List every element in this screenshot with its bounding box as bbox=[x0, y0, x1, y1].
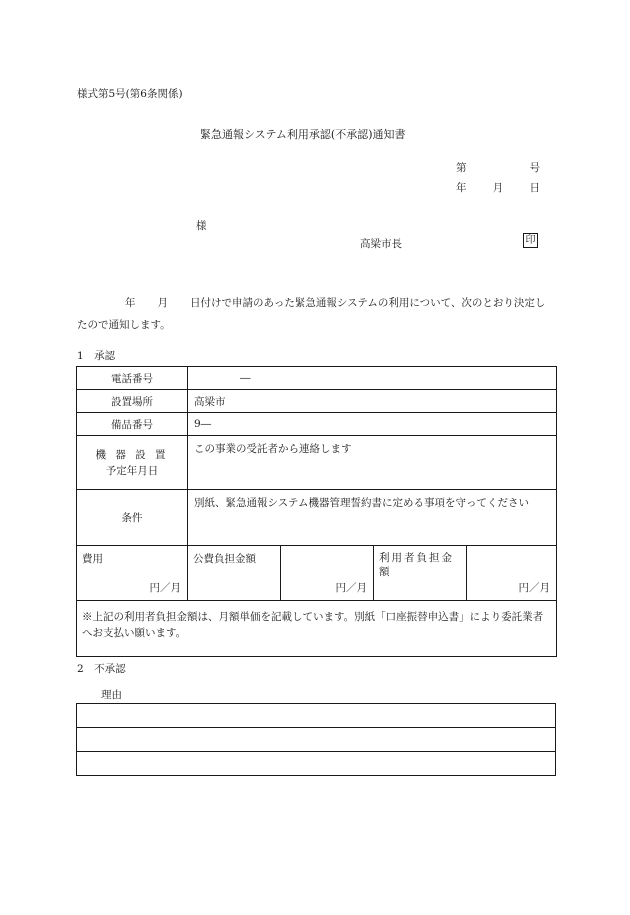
user-cost-label: 利用者負担金額 bbox=[379, 552, 454, 578]
form-number: 様式第5号(第6条関係) bbox=[77, 88, 183, 100]
public-cost-value-cell bbox=[281, 546, 374, 601]
cost-unit: 円／月 bbox=[149, 582, 181, 594]
public-cost-label-cell bbox=[188, 546, 281, 601]
body-month: 月 bbox=[157, 297, 168, 309]
user-cost-unit: 円／月 bbox=[518, 582, 550, 594]
install-date-label-line2: 予定年月日 bbox=[105, 464, 159, 477]
issuer-name: 高梁市長 bbox=[360, 238, 402, 250]
date-month: 月 bbox=[492, 182, 504, 194]
payment-note: ※上記の利用者負担金額は、月額単価を記載しています。別紙「口座振替申込書」により委託業者へお支払い願います。 bbox=[77, 601, 557, 657]
conditions-value: 別紙、緊急通報システム機器管理誓約書に定める事項を守ってください bbox=[188, 490, 557, 546]
user-cost-label-cell bbox=[374, 546, 467, 601]
location-value: 高梁市 bbox=[188, 390, 557, 413]
equipment-number-label: 備品番号 bbox=[77, 413, 188, 436]
phone-label: 電話番号 bbox=[77, 367, 188, 390]
seal-mark: 印 bbox=[523, 233, 538, 248]
rejection-heading: 2 不承認 bbox=[77, 663, 126, 675]
install-date-label-line1: 機 器 設 置 bbox=[95, 448, 169, 461]
document-number bbox=[456, 160, 540, 175]
install-date-label bbox=[77, 436, 188, 490]
cost-label: 費用 bbox=[82, 553, 103, 565]
addressee-honorific: 様 bbox=[196, 220, 207, 232]
date-day: 日 bbox=[529, 182, 540, 194]
document-title: 緊急通報システム利用承認(不承認)通知書 bbox=[200, 128, 406, 141]
body-year: 年 bbox=[125, 297, 136, 309]
user-cost-value-cell bbox=[467, 546, 557, 601]
public-cost-unit: 円／月 bbox=[335, 582, 367, 594]
install-date-value: この事業の受託者から連絡します bbox=[188, 436, 557, 490]
approval-heading: 1 承認 bbox=[77, 350, 116, 362]
reason-line bbox=[77, 704, 556, 728]
body-text: 日付けで申請のあった緊急通報システムの利用について、次のとおり決定したので通知します。 bbox=[77, 297, 546, 331]
cost-cell bbox=[77, 546, 188, 601]
date-year: 年 bbox=[456, 182, 467, 194]
phone-value: ― bbox=[188, 367, 557, 390]
conditions-label: 条件 bbox=[77, 490, 188, 546]
approval-table bbox=[76, 366, 557, 657]
number-prefix: 第 bbox=[456, 162, 467, 174]
number-suffix: 号 bbox=[529, 162, 540, 174]
equipment-number-value: 9― bbox=[188, 413, 557, 436]
issue-date bbox=[456, 180, 540, 195]
notice-body bbox=[77, 292, 555, 336]
public-cost-label: 公費負担金額 bbox=[193, 553, 256, 565]
reason-line bbox=[77, 728, 556, 752]
reason-table bbox=[76, 703, 556, 776]
reason-line bbox=[77, 752, 556, 776]
location-label: 設置場所 bbox=[77, 390, 188, 413]
reason-label: 理由 bbox=[101, 689, 122, 701]
